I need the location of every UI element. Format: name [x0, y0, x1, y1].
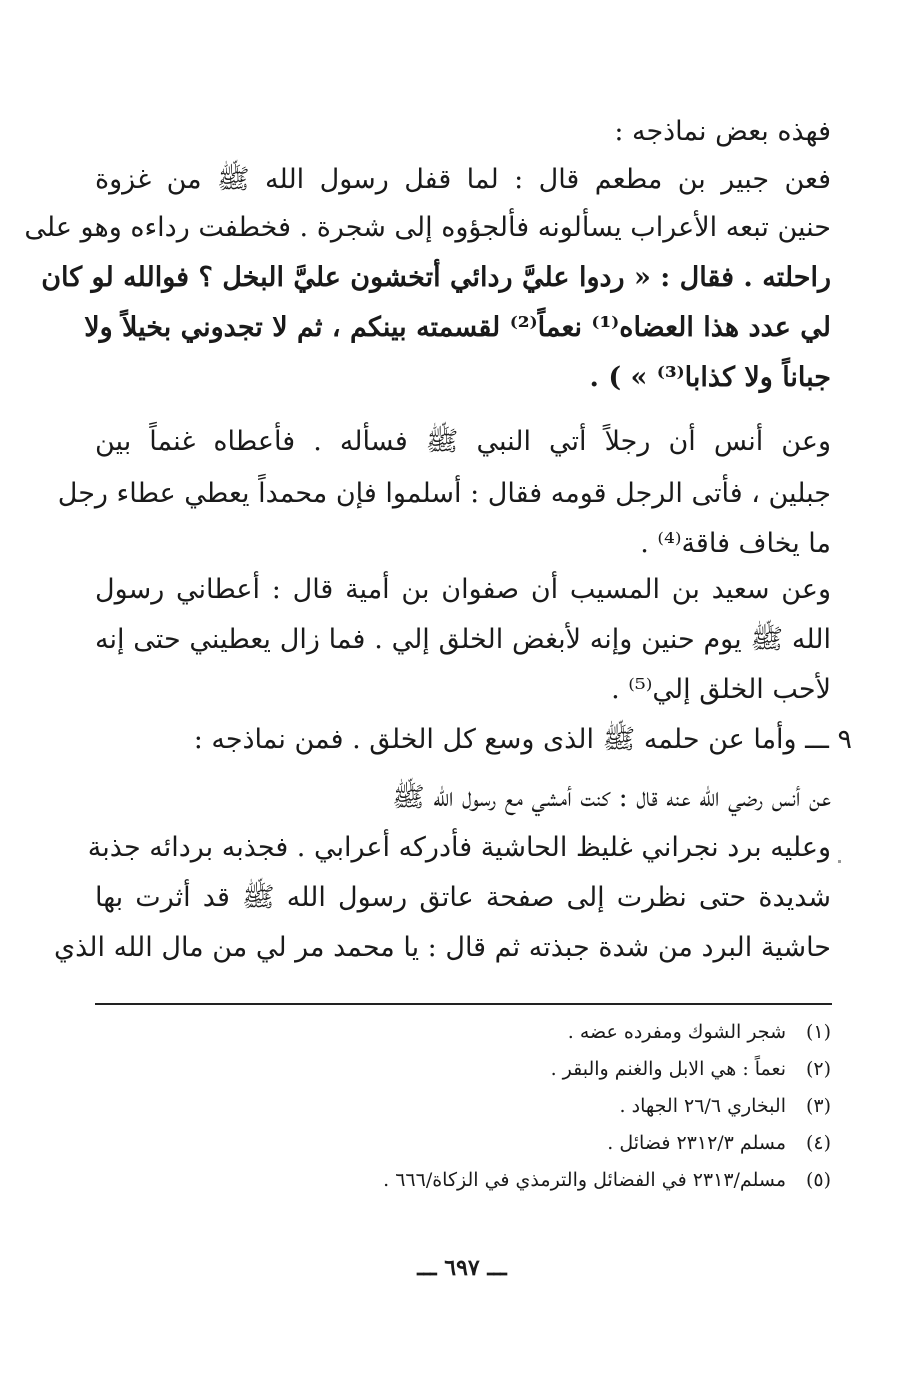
footnote-number: (٤) [805, 1132, 831, 1154]
footnote-number: (١) [805, 1021, 831, 1043]
text-line: لي عدد هذا العضاه⁽¹⁾ نعماً⁽²⁾ لقسمته بينكم ، ثم لا تجدوني بخيلاً ولا [84, 312, 831, 343]
footnote-5 [383, 1166, 831, 1194]
footnote-separator [95, 1003, 832, 1005]
text-line: حنين تبعه الأعراب يسألونه فألجؤوه إلى شجرة . فخطفت رداءه وهو على [24, 212, 831, 243]
text-line: جبلين ، فأتى الرجل قومه فقال : أسلموا فإن محمداً يعطي عطاء رجل [57, 478, 831, 509]
text-line: حاشية البرد من شدة جبذته ثم قال : يا محمد مر لي من مال الله الذي [54, 932, 831, 963]
text-line: وعليه برد نجراني غليظ الحاشية فأدركه أعرابي . فجذبه بردائه جذبة [87, 832, 831, 863]
footnote-1 [568, 1018, 831, 1046]
footnote-text: مسلم/٢٣١٣ في الفضائل والترمذي في الزكاة/٦٦٦ . [383, 1169, 786, 1191]
text-line: شديدة حتى نظرت إلى صفحة عاتق رسول الله ﷺ قد أثرت بها [95, 882, 831, 913]
footnote-number: (٥) [805, 1169, 831, 1191]
text-line: جباناً ولا كذابا⁽³⁾ » ) . [589, 362, 831, 393]
text-line: وعن أنس أن رجلاً أتي النبي ﷺ فسأله . فأعطاه غنماً بين [95, 426, 832, 457]
footnote-text: نعماً : هي الابل والغنم والبقر . [550, 1058, 786, 1080]
footnote-number: (٣) [805, 1095, 831, 1117]
text-line: عن أنس رضي الله عنه قال : كنت أمشي مع رسول الله ﷺ [392, 782, 831, 813]
text-line: راحلته . فقال : « ردوا عليَّ ردائي أتخشون عليَّ البخل ؟ فوالله لو كان [41, 262, 831, 293]
text-line: فهذه بعض نماذجه : [614, 116, 831, 147]
footnote-text: مسلم ٢٣١٢/٣ فضائل . [607, 1132, 786, 1154]
text-line: الله ﷺ يوم حنين وإنه لأبغض الخلق إلي . فما زال يعطيني حتى إنه [95, 624, 831, 655]
section-heading: ٩ ـــ وأما عن حلمه ﷺ الذى وسع كل الخلق . فمن نماذجه : [193, 724, 852, 755]
footnote-4 [607, 1129, 831, 1157]
footnote-text: شجر الشوك ومفرده عضه . [567, 1021, 786, 1043]
footnote-number: (٢) [805, 1058, 831, 1080]
scan-mark [838, 860, 841, 863]
footnote-2 [551, 1055, 831, 1083]
text-line: فعن جبير بن مطعم قال : لما قفل رسول الله ﷺ من غزوة [95, 164, 831, 195]
page-number: ـــ ٦٩٧ ـــ [417, 1255, 507, 1281]
text-line: لأحب الخلق إلي⁽⁵⁾ . [611, 674, 831, 705]
text-line: وعن سعيد بن المسيب أن صفوان بن أمية قال : أعطاني رسول [95, 574, 831, 605]
text-line: ما يخاف فاقة⁽⁴⁾ . [640, 528, 831, 559]
footnote-text: البخاري ٢٦/٦ الجهاد . [619, 1095, 786, 1117]
footnote-3 [620, 1092, 831, 1120]
